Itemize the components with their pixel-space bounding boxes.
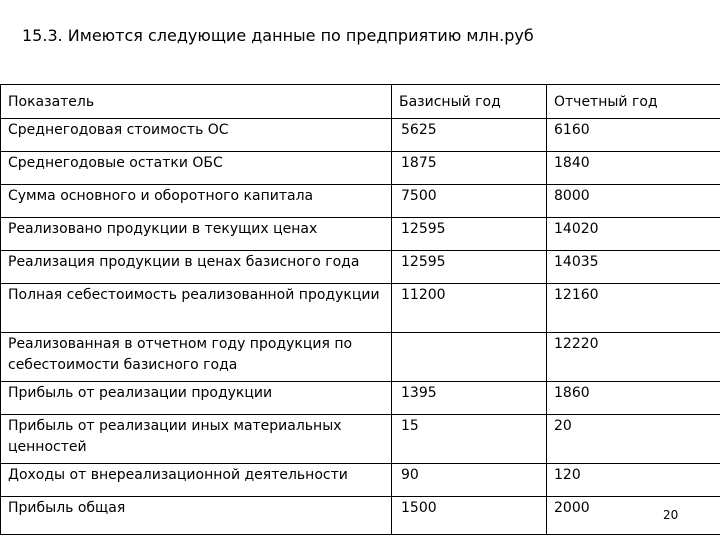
indicator-cell: Реализовано продукции в текущих ценах	[1, 218, 392, 251]
indicator-cell: Полная себестоимость реализованной продукции	[1, 284, 392, 333]
table-row	[1, 218, 720, 251]
table-row	[1, 185, 720, 218]
base-year-cell: 90	[392, 464, 547, 497]
indicator-cell: Доходы от внереализационной деятельности	[1, 464, 392, 497]
base-year-cell	[392, 333, 547, 382]
indicator-cell: Реализация продукции в ценах базисного года	[1, 251, 392, 284]
base-year-cell: 5625	[392, 119, 547, 152]
header-indicator: Показатель	[1, 85, 392, 119]
base-year-cell: 1500	[392, 497, 547, 535]
report-year-cell: 1840	[547, 152, 720, 185]
page-number: 20	[663, 508, 679, 522]
report-year-cell: 2000	[547, 497, 720, 535]
report-year-cell: 1860	[547, 382, 720, 415]
base-year-cell: 1395	[392, 382, 547, 415]
base-year-cell: 15	[392, 415, 547, 464]
report-year-cell: 12160	[547, 284, 720, 333]
base-year-cell: 1875	[392, 152, 547, 185]
page-title: 15.3. Имеются следующие данные по предприятию млн.руб	[22, 26, 534, 45]
table-row	[1, 497, 720, 535]
report-year-cell: 14035	[547, 251, 720, 284]
table-row	[1, 464, 720, 497]
table-row	[1, 415, 720, 464]
indicator-cell: Прибыль от реализации иных материальных ценностей	[1, 415, 392, 464]
report-year-cell: 20	[547, 415, 720, 464]
report-year-cell: 12220	[547, 333, 720, 382]
indicator-cell: Прибыль общая	[1, 497, 392, 535]
table-row	[1, 382, 720, 415]
base-year-cell: 7500	[392, 185, 547, 218]
indicator-cell: Среднегодовые остатки ОБС	[1, 152, 392, 185]
header-base-year: Базисный год	[392, 85, 547, 119]
header-report-year: Отчетный год	[547, 85, 720, 119]
base-year-cell: 12595	[392, 218, 547, 251]
report-year-cell: 14020	[547, 218, 720, 251]
indicator-cell: Реализованная в отчетном году продукция по себестоимости базисного года	[1, 333, 392, 382]
base-year-cell: 12595	[392, 251, 547, 284]
enterprise-data-table	[0, 84, 720, 535]
table-row	[1, 152, 720, 185]
table-row	[1, 333, 720, 382]
indicator-cell: Сумма основного и оборотного капитала	[1, 185, 392, 218]
base-year-cell: 11200	[392, 284, 547, 333]
table-header-row	[1, 85, 720, 119]
indicator-cell: Прибыль от реализации продукции	[1, 382, 392, 415]
table-row	[1, 284, 720, 333]
report-year-cell: 120	[547, 464, 720, 497]
table-row	[1, 251, 720, 284]
report-year-cell: 6160	[547, 119, 720, 152]
table-row	[1, 119, 720, 152]
indicator-cell: Среднегодовая стоимость ОС	[1, 119, 392, 152]
report-year-cell: 8000	[547, 185, 720, 218]
